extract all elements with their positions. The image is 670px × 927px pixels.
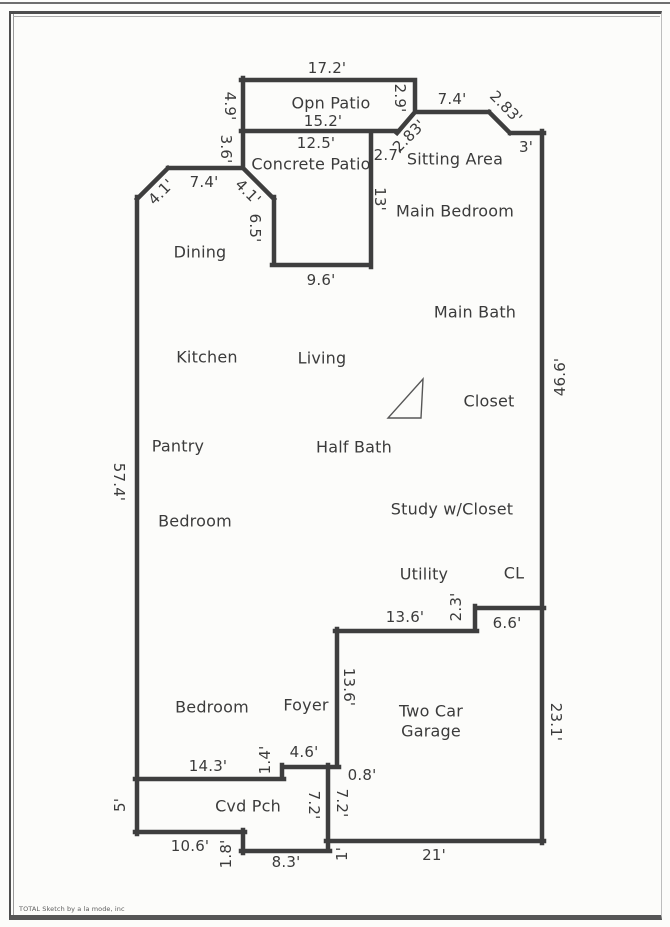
room-label-opn-patio: Opn Patio <box>291 93 371 113</box>
walls-path <box>135 78 544 853</box>
room-label-cvd-pch: Cvd Pch <box>215 796 281 816</box>
dimension-label: 12.5' <box>296 134 336 152</box>
room-label-cl-closet: CL <box>503 563 525 583</box>
dimension-label: 7.2' <box>333 788 351 818</box>
dimension-label: 13.6' <box>385 608 425 626</box>
dimension-label: 8.3' <box>271 853 301 871</box>
dimension-label: 1.8' <box>217 839 235 869</box>
room-label-dining: Dining <box>173 242 227 262</box>
room-label-foyer: Foyer <box>283 695 329 715</box>
dimension-label: 0.8' <box>347 766 377 784</box>
watermark-text: TOTAL Sketch by a la mode, inc <box>19 905 125 913</box>
dimension-label: 1' <box>333 846 351 862</box>
dimension-label: 17.2' <box>307 59 347 77</box>
room-label-bedroom-1: Bedroom <box>158 511 232 531</box>
dimension-label: 7.4' <box>437 90 467 108</box>
dimension-label: 6.5' <box>246 213 264 243</box>
dimension-label: 14.3' <box>188 757 228 775</box>
room-label-concrete-patio: Concrete Patio <box>251 154 371 174</box>
room-label-study-w-closet: Study w/Closet <box>390 499 514 519</box>
dimension-label: 4.9' <box>221 91 239 121</box>
room-label-main-bath: Main Bath <box>433 302 517 322</box>
dimension-label: 4.1' <box>231 175 265 209</box>
dimension-label: 7.2' <box>305 790 323 820</box>
room-label-sitting-area: Sitting Area <box>406 149 504 169</box>
dimension-label: 3' <box>518 138 534 156</box>
dimension-label: 21' <box>422 846 446 864</box>
room-label-closet: Closet <box>463 391 515 411</box>
dimension-label: 1.4' <box>256 745 274 775</box>
room-label-living: Living <box>297 348 347 368</box>
dimension-label: 9.6' <box>306 271 336 289</box>
dimension-label: 7.4' <box>189 173 219 191</box>
dimension-label: 15.2' <box>303 112 343 130</box>
dimension-label: 5' <box>111 797 129 813</box>
room-label-utility: Utility <box>399 564 449 584</box>
room-label-pantry: Pantry <box>151 436 205 456</box>
dimension-label: 13' <box>371 187 389 211</box>
dimension-label: 2.3' <box>447 592 465 622</box>
dimension-label: 4.1' <box>144 175 178 209</box>
dimension-label: 46.6' <box>551 357 569 397</box>
room-label-kitchen: Kitchen <box>176 347 238 367</box>
dimension-label: 57.4' <box>110 462 128 502</box>
dimension-label: 3.6' <box>217 134 235 164</box>
dimension-label: 2.9' <box>391 83 409 113</box>
dimension-label: 2.83' <box>389 116 429 156</box>
dimension-label: 6.6' <box>492 614 522 632</box>
dimension-label: 23.1' <box>547 702 565 742</box>
room-label-half-bath: Half Bath <box>316 437 392 457</box>
dimension-label: 2.83' <box>486 87 526 127</box>
dimension-label: 10.6' <box>170 837 210 855</box>
dimension-label: 4.6' <box>289 743 319 761</box>
room-label-bedroom-2: Bedroom <box>175 697 249 717</box>
triangle-marker <box>388 379 423 418</box>
dimension-label: 13.6' <box>340 667 358 707</box>
room-label-two-car-garage: Two Car Garage <box>398 701 464 740</box>
dimension-label: 2.7' <box>373 146 403 164</box>
room-label-main-bedroom: Main Bedroom <box>395 201 515 221</box>
